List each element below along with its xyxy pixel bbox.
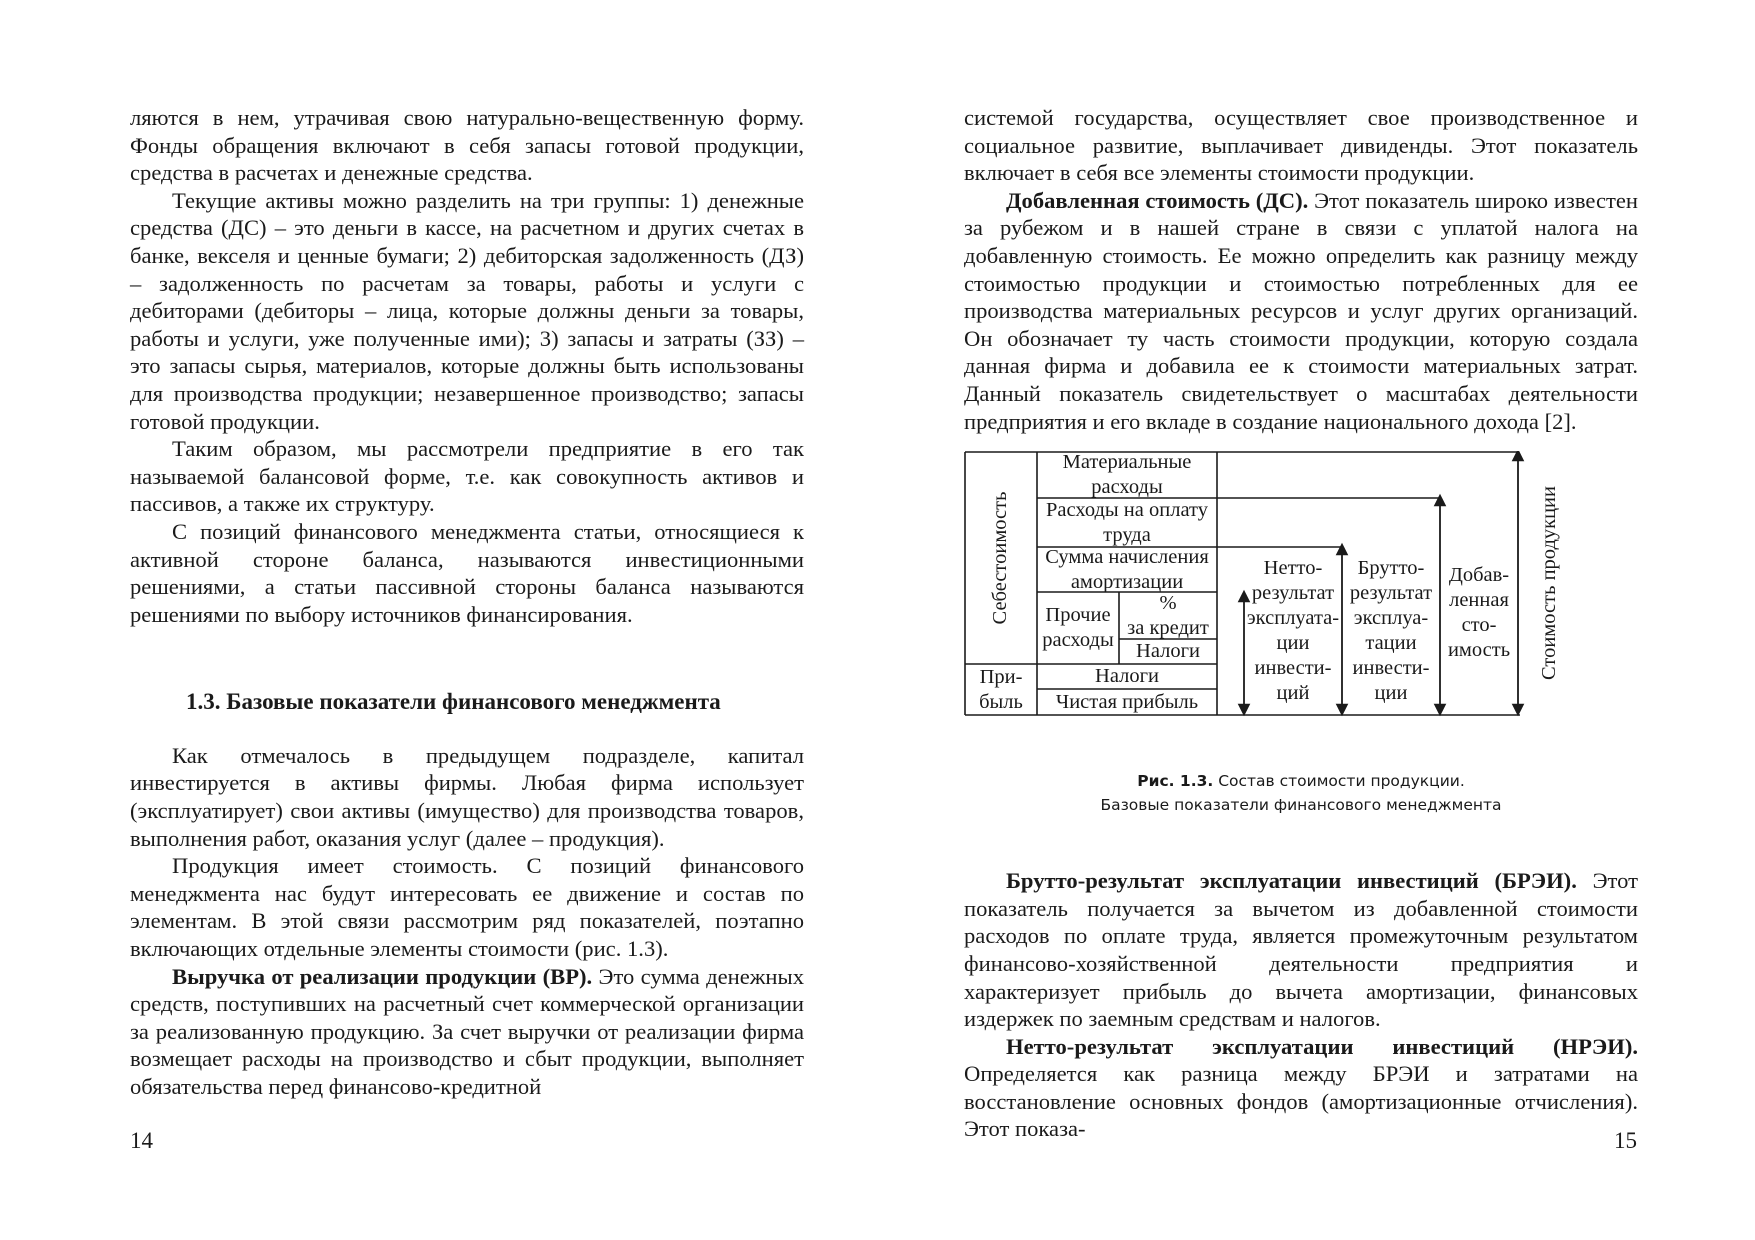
caption-subtitle: Базовые показатели финансового менеджмента: [1100, 796, 1502, 815]
paragraph: Текущие активы можно разделить на три группы: 1) денежные средства (ДС) – это деньги в кассе, на расчетном и других счетах в банке, векселя и ценные бумаги; 2) дебиторская задолженность (ДЗ) – задолженность по расчетам за товары, работы и услуги с дебиторами (дебиторы – лица, которые должны деньги за товары, работы и услуги, уже полученные ими); 3) запасы и затраты (ЗЗ) – это запасы сырья, материалов, которые должны быть использованы для производства продукции; незавершенное производство; запасы готовой продукции.: [130, 187, 804, 434]
cell-depreciation: Сумма начисления амортизации: [1045, 545, 1209, 593]
netto-definition: Определяется как разница между БРЭИ и затратами на восстановление основных фондов (амортизационные отчисления). Этот показа-: [964, 1061, 1638, 1142]
term-added-value: Добавленная стоимость (ДС).: [1006, 187, 1309, 213]
cell-taxes-costs: Налоги: [1136, 640, 1200, 663]
cell-other-costs: Прочие расходы: [1042, 604, 1114, 652]
label-brutto-result: Брутто- результат эксплуа- тации инвести- ции: [1349, 557, 1433, 705]
paragraph: Продукция имеет стоимость. С позиций финансового менеджмента нас будут интересовать ее движение и состав по элементам. В этой связи рассмотрим ряд показателей, поэтапно включающих отдельные элементы стоимости (рис. 1.3).: [130, 853, 804, 962]
figure-cost-composition: [964, 451, 1638, 751]
paragraph: Как отмечалось в предыдущем подразделе, капитал инвестируется в активы фирмы. Любая фирма использует (эксплуатирует) свои активы (имущество) для производства товаров, выполнения работ, оказания услуг (далее – продукция).: [130, 742, 804, 851]
caption-title: Состав стоимости продукции.: [1213, 772, 1465, 791]
page-number-right: 15: [1614, 1128, 1637, 1153]
right-page: [964, 104, 1638, 1143]
cell-credit-interest: % за кредит: [1127, 591, 1209, 639]
paragraph-added-value: [964, 187, 1638, 435]
revenue-definition: Это сумма денежных средств, поступивших на расчетный счет коммерческой организации за реализованную продукцию. За счет выручки от реализации фирма возмещает расходы на производство и сбыт продукции, выполняет обязательства перед финансово-кредитной: [130, 963, 804, 1099]
left-page: [130, 104, 804, 1101]
page-number-left: 14: [130, 1128, 153, 1153]
term-revenue: Выручка от реализации продукции (ВР).: [172, 963, 593, 989]
cell-labor-costs: Расходы на оплату труда: [1046, 498, 1208, 546]
paragraph: Таким образом, мы рассмотрели предприятие в его так называемой балансовой форме, т.е. как совокупность активов и пассивов, а также их структуру.: [130, 436, 804, 517]
section-heading: 1.3. Базовые показатели финансового менеджмента: [186, 689, 721, 715]
paragraph: системой государства, осуществляет свое производственное и социальное развитие, выплачивает дивиденды. Этот показатель включает в себя все элементы стоимости продукции.: [964, 105, 1638, 186]
label-cost: Себестоимость: [989, 491, 1012, 625]
paragraph-netto: [964, 1033, 1638, 1143]
term-brutto: Брутто-результат эксплуатации инвестиций (БРЭИ).: [1006, 868, 1577, 894]
label-added-value: Добав- ленная сто- имость: [1447, 564, 1511, 662]
paragraph-revenue: [130, 963, 804, 1101]
label-profit: При- быль: [979, 665, 1023, 713]
paragraph: ляются в нем, утрачивая свою натурально-вещественную форму. Фонды обращения включают в себя запасы готовой продукции, средства в расчетах и денежные средства.: [130, 105, 804, 186]
paragraph: С позиций финансового менеджмента статьи, относящиеся к активной стороне баланса, называются инвестиционными решениями, а статьи пассивной стороны баланса называются решениями по выбору источников финансирования.: [130, 518, 804, 627]
term-netto: Нетто-результат эксплуатации инвестиций (НРЭИ).: [1006, 1033, 1638, 1059]
cell-net-profit: Чистая прибыль: [1055, 690, 1199, 713]
cell-taxes-profit: Налоги: [1095, 665, 1159, 688]
figure-caption: [964, 769, 1638, 817]
paragraph-brutto: [964, 867, 1638, 1033]
brutto-definition: Этот показатель получается за вычетом из добавленной стоимости расходов по оплате труда, является промежуточным результатом финансово-хозяйственной деятельности предприятия и характеризует прибыль до вычета амортизации, финансовых издержек по заемным средствам и налогов.: [964, 868, 1638, 1032]
label-netto-result: Нетто- результат эксплуата- ции инвести- ций: [1246, 557, 1340, 705]
added-value-definition: Этот показатель широко известен за рубежом и в нашей стране в связи с уплатой налога на добавленную стоимость. Ее можно определить как разницу между стоимостью продукции и стоимостью потребленных для ее производства материальных ресурсов и услуг других организаций. Он обозначает ту часть стоимости продукции, которую создала данная фирма и добавила ее к стоимости материальных затрат. Данный показатель свидетельствует о масштабах деятельности предприятия и его вкладе в создание национального дохода [2].: [964, 187, 1638, 434]
caption-label: Рис. 1.3.: [1137, 772, 1214, 791]
label-product-value: Стоимость продукции: [1538, 486, 1561, 681]
cell-material-costs: Материальные расходы: [1062, 451, 1192, 499]
